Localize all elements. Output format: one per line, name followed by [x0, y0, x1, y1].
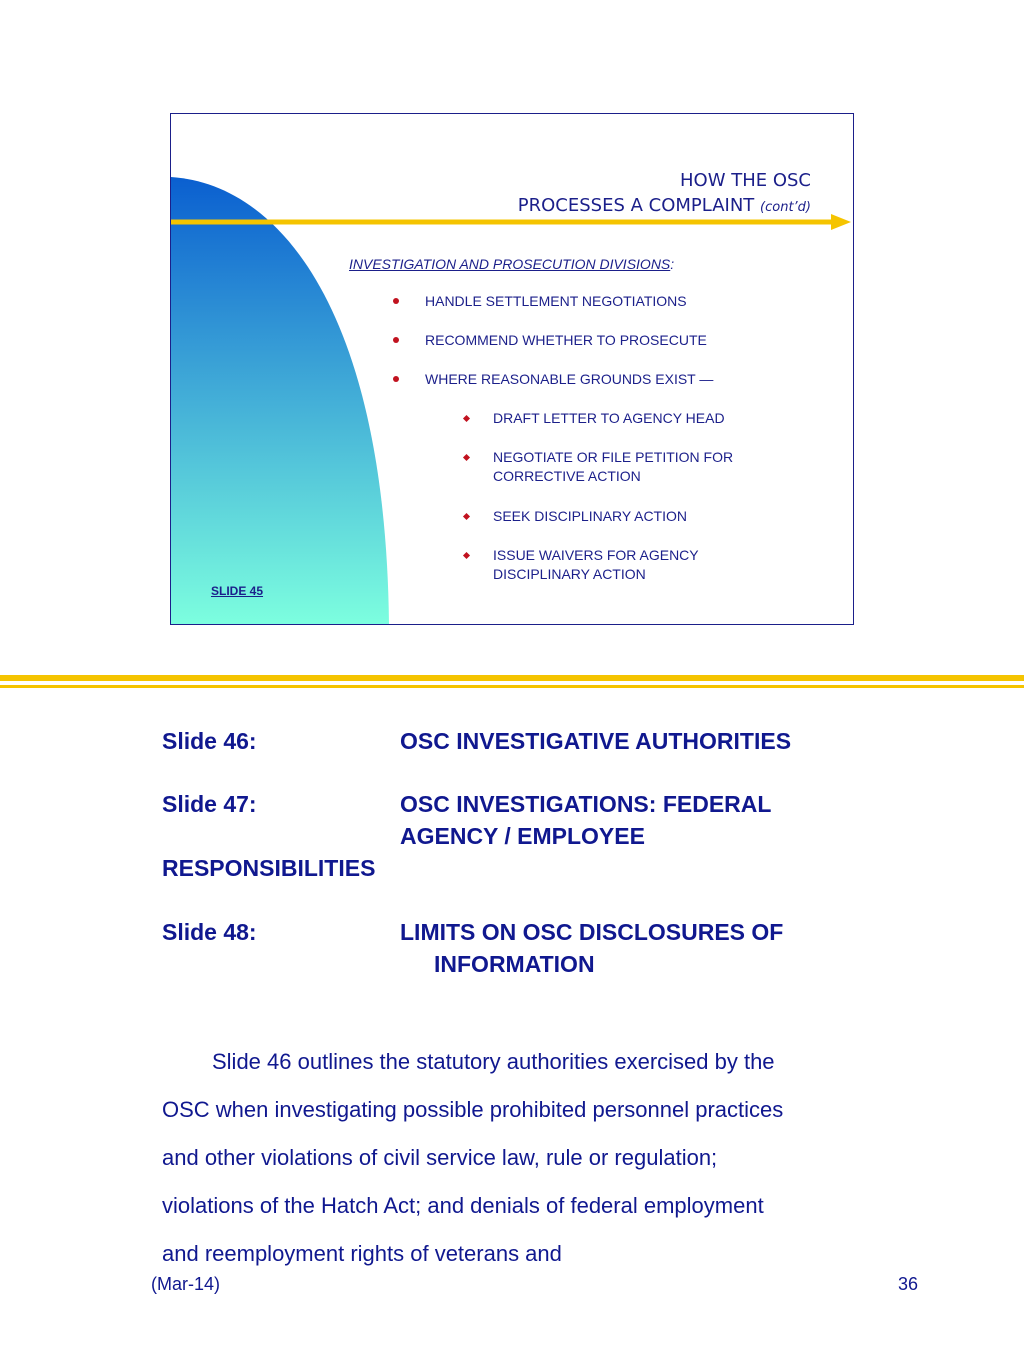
bullet-item: RECOMMEND WHETHER TO PROSECUTE: [425, 332, 707, 348]
slide-45-image: [170, 113, 854, 625]
page-number: 36: [897, 1274, 918, 1294]
entry-46-title: OSC INVESTIGATIVE AUTHORITIES: [400, 728, 792, 754]
section-heading-text: INVESTIGATION AND PROSECUTION DIVISIONS: [349, 256, 671, 272]
bullet-item: HANDLE SETTLEMENT NEGOTIATIONS: [425, 293, 687, 309]
sub-bullet-item: ISSUE WAIVERS FOR AGENCY: [493, 547, 699, 563]
body-paragraph: [162, 1038, 922, 1278]
entry-47-title-line2: AGENCY / EMPLOYEE: [400, 823, 645, 849]
bullet-list: [171, 114, 853, 624]
sub-bullet-diamond-icon: [463, 454, 470, 461]
bullet-dot-icon: [393, 298, 399, 304]
bullet-item: WHERE REASONABLE GROUNDS EXIST —: [425, 371, 714, 387]
sub-bullet-item-cont: DISCIPLINARY ACTION: [493, 566, 646, 582]
sub-bullet-item: DRAFT LETTER TO AGENCY HEAD: [493, 410, 725, 426]
slide-title-contd: (cont’d): [760, 200, 811, 215]
sub-bullet-diamond-icon: [463, 415, 470, 422]
entry-47-label: Slide 47:: [162, 791, 257, 817]
sub-bullet-item: NEGOTIATE OR FILE PETITION FOR: [493, 449, 734, 465]
slide-number: SLIDE 45: [211, 584, 264, 598]
paragraph-line: Slide 46 outlines the statutory authorities exercised by the: [212, 1049, 775, 1074]
entry-48-title-line2: INFORMATION: [434, 951, 595, 977]
entry-48-label: Slide 48:: [162, 919, 257, 945]
paragraph-line: and other violations of civil service law, rule or regulation;: [162, 1145, 718, 1170]
sub-bullet-item-cont: CORRECTIVE ACTION: [493, 468, 641, 484]
footer-date: (Mar-14): [151, 1274, 221, 1294]
paragraph-line: OSC when investigating possible prohibited personnel practices: [162, 1097, 784, 1122]
bullet-dot-icon: [393, 376, 399, 382]
entry-47-title-line3: RESPONSIBILITIES: [162, 855, 376, 881]
entry-47-title: OSC INVESTIGATIONS: FEDERAL: [400, 791, 772, 817]
bullet-dot-icon: [393, 337, 399, 343]
sub-bullet-diamond-icon: [463, 513, 470, 520]
section-heading-colon: :: [670, 256, 675, 272]
paragraph-line: and reemployment rights of veterans and: [162, 1241, 562, 1266]
slide-title-line2-text: PROCESSES A COMPLAINT: [517, 195, 755, 216]
sub-bullet-item: SEEK DISCIPLINARY ACTION: [493, 508, 687, 524]
slide-title-line1: HOW THE OSC: [679, 170, 811, 191]
entry-48-title: LIMITS ON OSC DISCLOSURES OF: [400, 919, 784, 945]
paragraph-line: violations of the Hatch Act; and denials of federal employment: [162, 1193, 764, 1218]
sub-bullet-diamond-icon: [463, 552, 470, 559]
entry-46-label: Slide 46:: [162, 728, 257, 754]
divider-rule-bottom: [0, 685, 1024, 688]
divider-rule-top: [0, 675, 1024, 681]
